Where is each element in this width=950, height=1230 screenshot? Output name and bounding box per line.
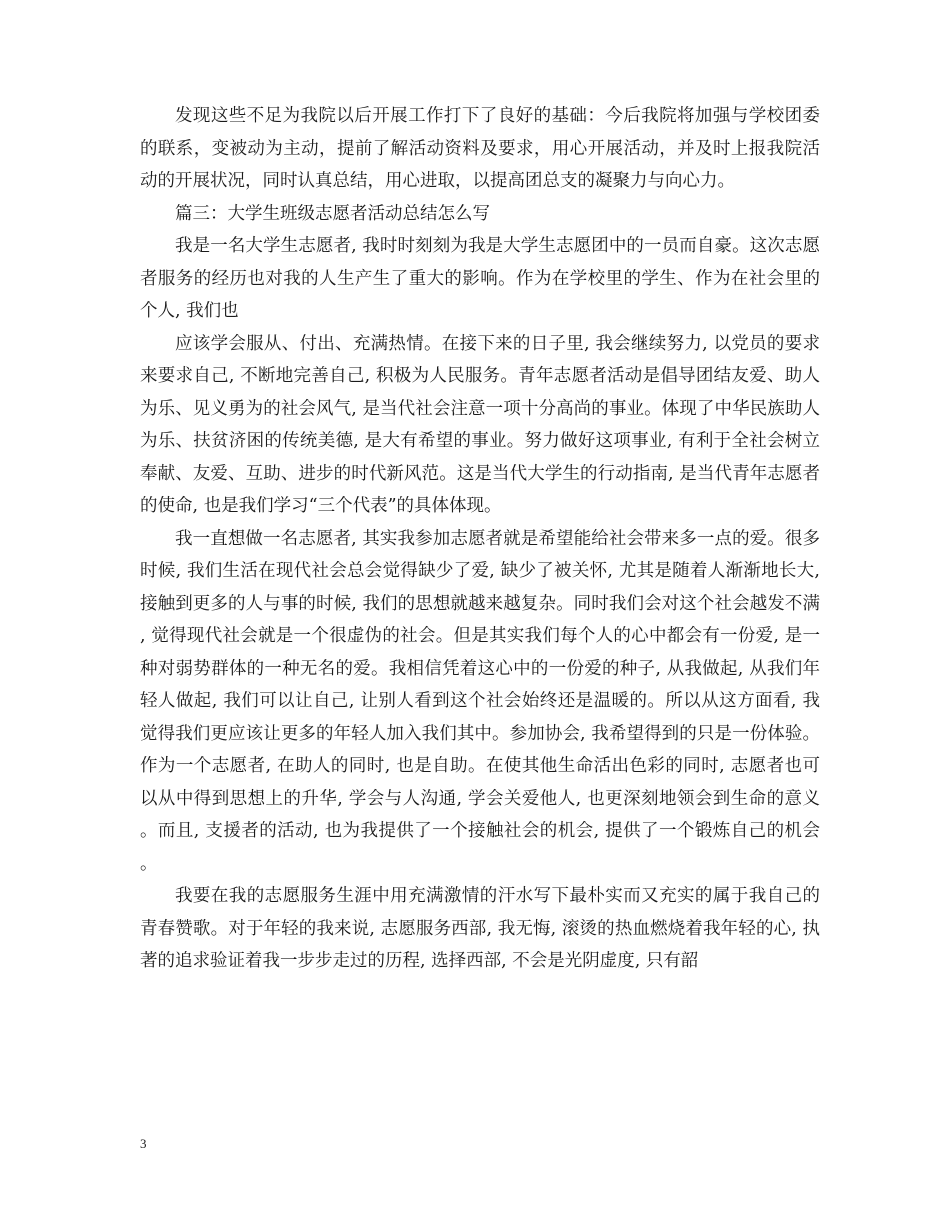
document-body [140,100,820,978]
paragraph-commitment: 应该学会服从、付出、充满热情。在接下来的日子里, 我会继续努力, 以党员的要求来要求自己, 不断地完善自己, 积极为人民服务。青年志愿者活动是倡导团结友爱、助人为乐、见义勇为的社会风气, 是当代社会注意一项十分高尚的事业。体现了中华民族助人为乐、扶贫济困的传统美德, 是大有希望的事业。努力做好这项事业, 有利于全社会树立奉献、友爱、互助、进步的时代新风范。这是当代大学生的行动指南, 是当代青年志愿者的使命, 也是我们学习“三个代表”的具体体现。 [140,333,820,516]
paragraph-intro: 我是一名大学生志愿者, 我时时刻刻为我是大学生志愿团中的一员而自豪。这次志愿者服务的经历也对我的人生产生了重大的影响。作为在学校里的学生、作为在社会里的个人, 我们也 [140,236,820,321]
paragraph-reflection: 我一直想做一名志愿者, 其实我参加志愿者就是希望能给社会带来多一点的爱。很多时候, 我们生活在现代社会总会觉得缺少了爱, 缺少了被关怀, 尤其是随着人渐渐地长大, 接触到更多的人与事的时候, 我们的思想就越来越复杂。同时我们会对这个社会越发不满, 觉得现代社会就是一个很虚伪的社会。但是其实我们每个人的心中都会有一份爱, 是一种对弱势群体的一种无名的爱。我相信凭着这心中的一份爱的种子, 从我做起, 从我们年轻人做起, 我们可以让自己, 让别人看到这个社会始终还是温暖的。所以从这方面看, 我觉得我们更应该让更多的年轻人加入我们其中。参加协会, 我希望得到的只是一份体验。作为一个志愿者, 在助人的同时, 也是自助。在使其他生命活出色彩的同时, 志愿者也可以从中得到思想上的升华, 学会与人沟通, 学会关爱他人, 也更深刻地领会到生命的意义。而且, 支援者的活动, 也为我提供了一个接触社会的机会, 提供了一个锻炼自己的机会。 [140,528,820,874]
paragraph-closing: 我要在我的志愿服务生涯中用充满激情的汗水写下最朴实而又充实的属于我自己的青春赞歌。对于年轻的我来说, 志愿服务西部, 我无悔, 滚烫的热血燃烧着我年轻的心, 执著的追求验证着我一步步走过的历程, 选择西部, 不会是光阴虚度, 只有韶 [140,886,820,971]
section-heading: 篇三：大学生班级志愿者活动总结怎么写 [175,203,490,224]
paragraph-continuation: 发现这些不足为我院以后开展工作打下了良好的基础：今后我院将加强与学校团委的联系，变被动为主动，提前了解活动资料及要求，用心开展活动，并及时上报我院活动的开展状况，同时认真总结，用心进取，以提高团总支的凝聚力与向心力。 [140,106,820,191]
page-number: 3 [140,1136,147,1151]
